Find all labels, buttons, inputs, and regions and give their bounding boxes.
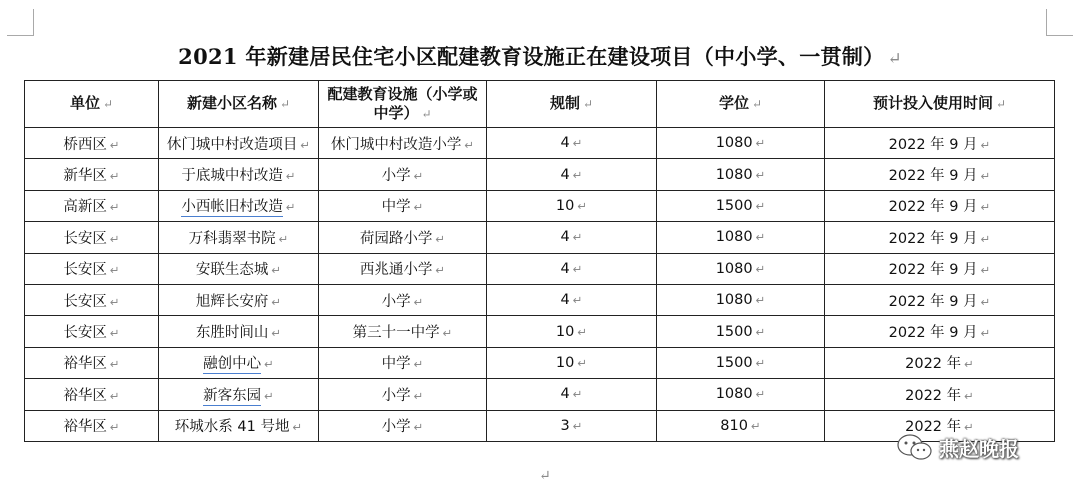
cell-text: 荷园路小学: [359, 230, 433, 247]
cell-text: 高新区: [63, 199, 107, 216]
paragraph-mark: ↵: [264, 388, 274, 403]
paragraph-mark: ↵: [109, 326, 120, 341]
cell-text: 小西帐旧村改造: [181, 199, 283, 216]
table-cell: [487, 284, 657, 315]
paragraph-mark: ↵: [109, 200, 120, 215]
paragraph-mark: ↵: [464, 137, 475, 152]
cell-text: 2022 年: [905, 356, 962, 373]
paragraph-mark: ↵: [435, 263, 446, 278]
cell-text: 小学: [381, 387, 411, 404]
column-header-text: 学位: [718, 94, 749, 112]
cell-text: 中学: [381, 356, 411, 373]
table-cell: [825, 379, 1055, 410]
table-cell: [159, 284, 319, 315]
table-cell: [25, 410, 159, 441]
table-row: [25, 222, 1055, 253]
column-header: [657, 81, 825, 128]
paragraph-mark: ↵: [413, 420, 424, 435]
document-title: [0, 40, 1080, 74]
cell-text: 于底城中村改造: [181, 168, 283, 185]
table-cell: [319, 410, 487, 441]
paragraph-mark: ↵: [980, 169, 991, 184]
cell-text: 4: [560, 229, 570, 246]
column-header: [319, 81, 487, 128]
paragraph-mark: ↵: [582, 97, 594, 111]
cell-text: 10: [555, 354, 575, 371]
paragraph-mark: ↵: [572, 167, 583, 182]
cell-text: 东胜时间山: [195, 325, 269, 342]
cell-text: 裕华区: [63, 356, 107, 373]
paragraph-mark: ↵: [572, 261, 583, 276]
table-cell: [487, 222, 657, 253]
table-cell: [825, 284, 1055, 315]
paragraph-mark: ↵: [577, 198, 588, 213]
table-row: [25, 159, 1055, 190]
paragraph-mark: ↵: [980, 326, 991, 341]
column-header: [159, 81, 319, 128]
cell-text: 长安区: [63, 325, 107, 342]
cell-text: 裕华区: [63, 387, 107, 404]
paragraph-mark: ↵: [279, 97, 291, 111]
cell-text: 810: [720, 417, 748, 434]
page-corner-mark-top-right: [1046, 9, 1073, 36]
table-cell: [657, 253, 825, 284]
table-cell: [159, 190, 319, 221]
cell-text: 小学: [381, 419, 411, 436]
paragraph-mark: ↵: [572, 387, 583, 402]
column-header: [487, 81, 657, 128]
cell-text: 4: [560, 386, 570, 403]
paragraph-mark: ↵: [271, 294, 282, 309]
cell-text: 休门城中村改造小学: [330, 136, 462, 153]
cell-text: 西兆通小学: [359, 262, 433, 279]
cell-text: 10: [555, 323, 575, 340]
table-cell: [825, 253, 1055, 284]
cell-text: 1500: [715, 354, 753, 371]
paragraph-mark: ↵: [442, 326, 453, 341]
table-cell: [825, 190, 1055, 221]
paragraph-mark: ↵: [102, 97, 114, 111]
paragraph-mark: ↵: [421, 106, 432, 121]
table-cell: [487, 379, 657, 410]
table-body: [25, 128, 1055, 442]
wechat-icon: [895, 432, 935, 462]
table-header-row: [25, 81, 1055, 128]
cell-text: 4: [560, 292, 570, 309]
table-cell: [657, 222, 825, 253]
page-corner-mark-top-left: [7, 9, 34, 36]
cell-text: 1080: [715, 260, 753, 277]
table-row: [25, 347, 1055, 378]
table-cell: [159, 253, 319, 284]
table-cell: [25, 347, 159, 378]
paragraph-mark: ↵: [755, 230, 766, 245]
table-cell: [487, 128, 657, 159]
paragraph-mark: ↵: [964, 420, 974, 435]
paragraph-mark: ↵: [755, 324, 766, 339]
paragraph-mark: ↵: [980, 263, 991, 278]
cell-text: 安联生态城: [195, 262, 269, 279]
cell-text: 小学: [381, 293, 411, 310]
cell-text: 2022 年 9 月: [888, 262, 978, 279]
paragraph-mark: ↵: [980, 231, 991, 246]
table-cell: [657, 410, 825, 441]
table-row: [25, 128, 1055, 159]
table-row: [25, 284, 1055, 315]
cell-text: 1080: [715, 292, 753, 309]
column-header-text: 配建教育设施（小学或中学）: [327, 84, 478, 122]
cell-text: 2022 年 9 月: [888, 293, 978, 310]
cell-text: 长安区: [63, 293, 107, 310]
paragraph-mark: ↵: [572, 418, 583, 433]
table-cell: [25, 222, 159, 253]
paragraph-mark: ↵: [413, 388, 424, 403]
paragraph-mark: ↵: [292, 420, 303, 435]
paragraph-mark: ↵: [413, 169, 424, 184]
paragraph-mark: ↵: [755, 198, 766, 213]
cell-text: 桥西区: [63, 136, 107, 153]
paragraph-mark: ↵: [300, 137, 311, 152]
cell-text: 1080: [715, 166, 753, 183]
table-cell: [159, 222, 319, 253]
cell-text: 环城水系 41 号地: [174, 419, 290, 436]
paragraph-mark: ↵: [755, 261, 766, 276]
cell-text: 1080: [715, 135, 753, 152]
paragraph-mark: ↵: [109, 420, 120, 435]
paragraph-mark: ↵: [109, 231, 120, 246]
table-cell: [319, 253, 487, 284]
cell-text: 2022 年 9 月: [888, 230, 978, 247]
cell-text: 2022 年 9 月: [888, 136, 978, 153]
paragraph-mark: ↵: [755, 293, 766, 308]
paragraph-mark: ↵: [980, 294, 991, 309]
cell-text: 融创中心: [203, 356, 262, 373]
paragraph-mark: ↵: [109, 263, 120, 278]
table-cell: [657, 159, 825, 190]
cell-text: 裕华区: [63, 419, 107, 436]
column-header: [25, 81, 159, 128]
table-cell: [159, 379, 319, 410]
table-cell: [657, 316, 825, 347]
paragraph-mark: ↵: [577, 324, 588, 339]
table-cell: [25, 190, 159, 221]
paragraph-mark: ↵: [109, 357, 120, 372]
table-cell: [487, 190, 657, 221]
paragraph-mark: ↵: [435, 231, 446, 246]
cell-text: 长安区: [63, 230, 107, 247]
paragraph-mark: ↵: [964, 357, 974, 372]
paragraph-mark: ↵: [755, 136, 766, 151]
table-cell: [487, 410, 657, 441]
cell-text: 1080: [715, 229, 753, 246]
cell-text: 第三十一中学: [352, 325, 440, 342]
table-cell: [319, 379, 487, 410]
paragraph-mark: ↵: [751, 97, 763, 111]
cell-text: 休门城中村改造项目: [166, 136, 298, 153]
table-cell: [25, 316, 159, 347]
table-cell: [159, 347, 319, 378]
cell-text: 新客东园: [203, 387, 262, 404]
cell-text: 万科翡翠书院: [188, 230, 276, 247]
table-cell: [657, 379, 825, 410]
cell-text: 4: [560, 260, 570, 277]
table-cell: [487, 159, 657, 190]
table-cell: [159, 316, 319, 347]
column-header-text: 新建小区名称: [186, 94, 277, 112]
paragraph-mark: ↵: [572, 293, 583, 308]
cell-text: 长安区: [63, 262, 107, 279]
paragraph-mark: ↵: [980, 137, 991, 152]
cell-text: 2022 年: [905, 387, 962, 404]
column-header-text: 预计投入使用时间: [872, 94, 993, 112]
table-cell: [25, 253, 159, 284]
paragraph-mark-bottom: ↵: [539, 468, 551, 484]
table-cell: [319, 347, 487, 378]
table-row: [25, 190, 1055, 221]
column-header-text: 单位: [69, 94, 100, 112]
paragraph-mark: ↵: [413, 294, 424, 309]
paragraph-mark: ↵: [755, 167, 766, 182]
table-cell: [159, 159, 319, 190]
cell-text: 10: [555, 197, 575, 214]
paragraph-mark: ↵: [980, 200, 991, 215]
paragraph-mark: ↵: [271, 326, 282, 341]
paragraph-mark: ↵: [995, 97, 1007, 111]
paragraph-mark: ↵: [109, 294, 120, 309]
table-cell: [487, 347, 657, 378]
cell-text: 1080: [715, 386, 753, 403]
paragraph-mark: ↵: [887, 48, 902, 68]
paragraph-mark: ↵: [109, 388, 120, 403]
cell-text: 4: [560, 135, 570, 152]
paragraph-mark: ↵: [572, 136, 583, 151]
table-cell: [825, 347, 1055, 378]
title-text: 2021 年新建居民住宅小区配建教育设施正在建设项目（中小学、一贯制）: [178, 44, 885, 69]
table-cell: [319, 284, 487, 315]
column-header-text: 规制: [549, 94, 580, 112]
table-cell: [487, 316, 657, 347]
table-cell: [487, 253, 657, 284]
table-cell: [657, 128, 825, 159]
table-cell: [159, 410, 319, 441]
column-header: [825, 81, 1055, 128]
table-cell: [25, 128, 159, 159]
table-cell: [25, 159, 159, 190]
cell-text: 1500: [715, 323, 753, 340]
paragraph-mark: ↵: [264, 357, 274, 372]
cell-text: 小学: [381, 168, 411, 185]
paragraph-mark: ↵: [577, 355, 588, 370]
paragraph-mark: ↵: [413, 200, 424, 215]
paragraph-mark: ↵: [750, 418, 761, 433]
paragraph-mark: ↵: [285, 169, 296, 184]
cell-text: 2022 年 9 月: [888, 199, 978, 216]
table-cell: [319, 128, 487, 159]
paragraph-mark: ↵: [413, 357, 424, 372]
paragraph-mark: ↵: [271, 263, 282, 278]
paragraph-mark: ↵: [964, 388, 974, 403]
table-cell: [825, 159, 1055, 190]
cell-text: 2022 年: [905, 419, 962, 436]
table-cell: [657, 284, 825, 315]
watermark-text: 燕赵晚报: [939, 436, 1019, 461]
table-cell: [319, 190, 487, 221]
table-cell: [319, 222, 487, 253]
table-row: [25, 379, 1055, 410]
cell-text: 中学: [381, 199, 411, 216]
table-cell: [825, 128, 1055, 159]
paragraph-mark: ↵: [278, 231, 289, 246]
paragraph-mark: ↵: [109, 169, 120, 184]
paragraph-mark: ↵: [755, 355, 766, 370]
table-cell: [25, 284, 159, 315]
cell-text: 2022 年 9 月: [888, 325, 978, 342]
watermark: [895, 428, 1019, 466]
projects-table: [24, 80, 1055, 442]
table-cell: [657, 347, 825, 378]
paragraph-mark: ↵: [755, 387, 766, 402]
paragraph-mark: ↵: [572, 230, 583, 245]
table-cell: [25, 379, 159, 410]
cell-text: 4: [560, 166, 570, 183]
table-cell: [657, 190, 825, 221]
cell-text: 新华区: [63, 168, 107, 185]
cell-text: 1500: [715, 197, 753, 214]
cell-text: 旭辉长安府: [195, 293, 269, 310]
table-cell: [319, 159, 487, 190]
paragraph-mark: ↵: [285, 200, 296, 215]
table-cell: [159, 128, 319, 159]
cell-text: 3: [560, 417, 570, 434]
table-row: [25, 253, 1055, 284]
table-row: [25, 316, 1055, 347]
table-cell: [319, 316, 487, 347]
table-cell: [825, 316, 1055, 347]
table-cell: [825, 222, 1055, 253]
cell-text: 2022 年 9 月: [888, 168, 978, 185]
paragraph-mark: ↵: [109, 137, 120, 152]
